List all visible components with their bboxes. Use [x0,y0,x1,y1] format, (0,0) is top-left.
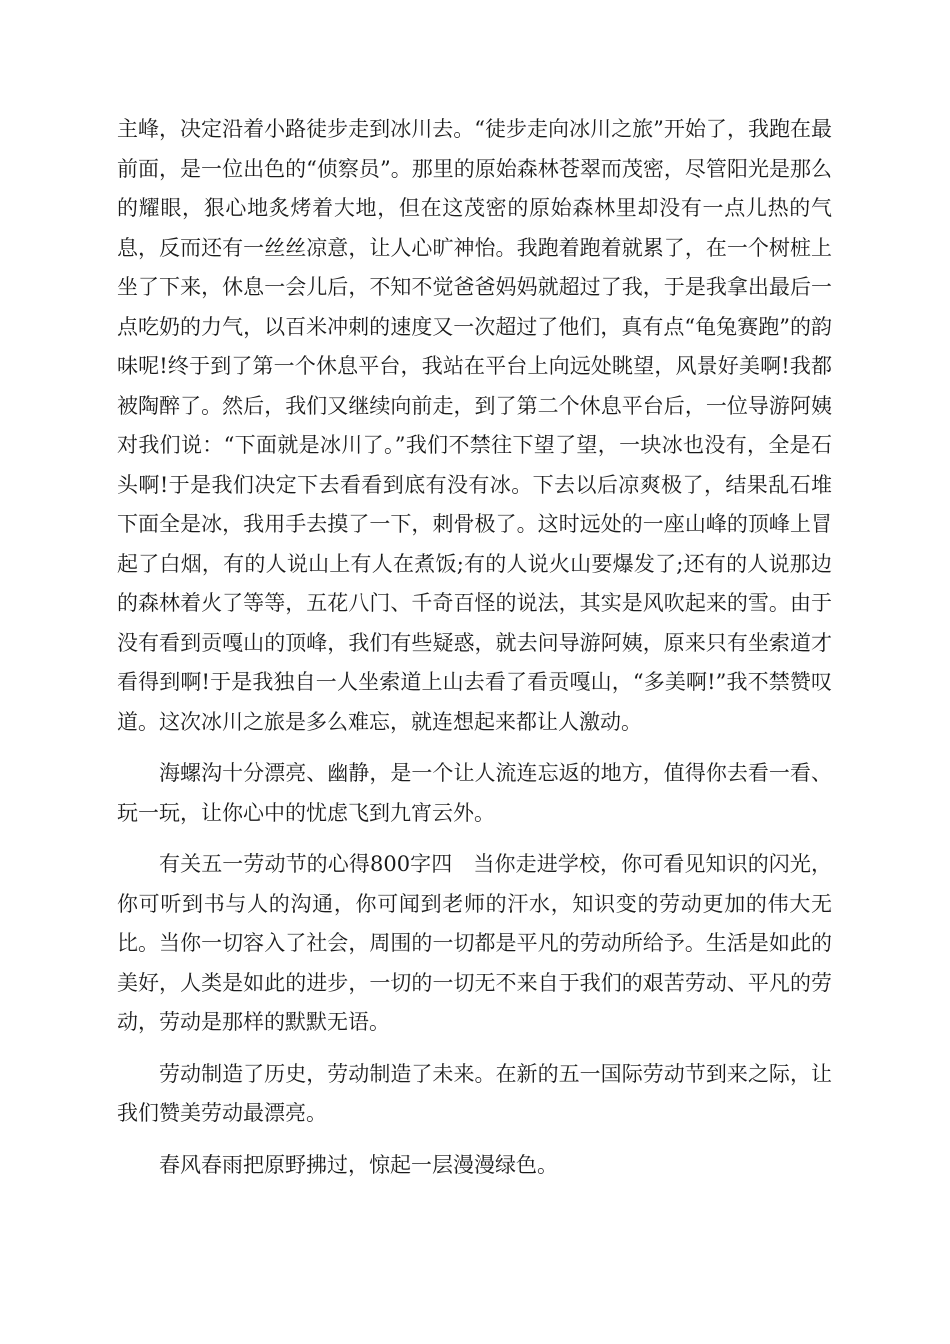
paragraph-labor-day-essay-four: 有关五一劳动节的心得800字四 当你走进学校，你可看见知识的闪光，你可听到书与人的沟通，你可闻到老师的汗水，知识变的劳动更加的伟大无比。当你一切容入了社会，周围的一切都是平凡的劳动所给予。生活是如此的美好，人类是如此的进步，一切的一切无不来自于我们的艰苦劳动、平凡的劳动，劳动是那样的默默无语。 [117,852,832,1034]
paragraph-hailuogou: 海螺沟十分漂亮、幽静，是一个让人流连忘返的地方，值得你去看一看、玩一玩，让你心中的忧虑飞到九宵云外。 [117,761,832,825]
paragraph-labor-history: 劳动制造了历史，劳动制造了未来。在新的五一国际劳动节到来之际，让我们赞美劳动最漂亮。 [117,1061,832,1125]
document-body [117,110,832,1185]
paragraph-spring-wind: 春风春雨把原野拂过，惊起一层漫漫绿色。 [159,1152,558,1177]
paragraph-glacier-trip: 主峰，决定沿着小路徒步走到冰川去。“徒步走向冰川之旅”开始了，我跑在最前面，是一位出色的“侦察员”。那里的原始森林苍翠而茂密，尽管阳光是那么的耀眼，狠心地炙烤着大地，但在这茂密的原始森林里却没有一点儿热的气息，反而还有一丝丝凉意，让人心旷神怡。我跑着跑着就累了，在一个树桩上坐了下来，休息一会儿后，不知不觉爸爸妈妈就超过了我，于是我拿出最后一点吃奶的力气，以百米冲刺的速度又一次超过了他们，真有点“龟兔赛跑”的韵味呢!终于到了第一个休息平台，我站在平台上向远处眺望，风景好美啊!我都被陶醉了。然后，我们又继续向前走，到了第二个休息平台后，一位导游阿姨对我们说：“下面就是冰川了。”我们不禁往下望了望，一块冰也没有，全是石头啊!于是我们决定下去看看到底有没有冰。下去以后凉爽极了，结果乱石堆下面全是冰，我用手去摸了一下，刺骨极了。这时远处的一座山峰的顶峰上冒起了白烟，有的人说山上有人在煮饭;有的人说火山要爆发了;还有的人说那边的森林着火了等等，五花八门、千奇百怪的说法，其实是风吹起来的雪。由于没有看到贡嘎山的顶峰，我们有些疑惑，就去问导游阿姨，原来只有坐索道才看得到啊!于是我独自一人坐索道上山去看了看贡嘎山，“多美啊!”我不禁赞叹道。这次冰川之旅是多么难忘，就连想起来都让人激动。 [117,117,832,734]
